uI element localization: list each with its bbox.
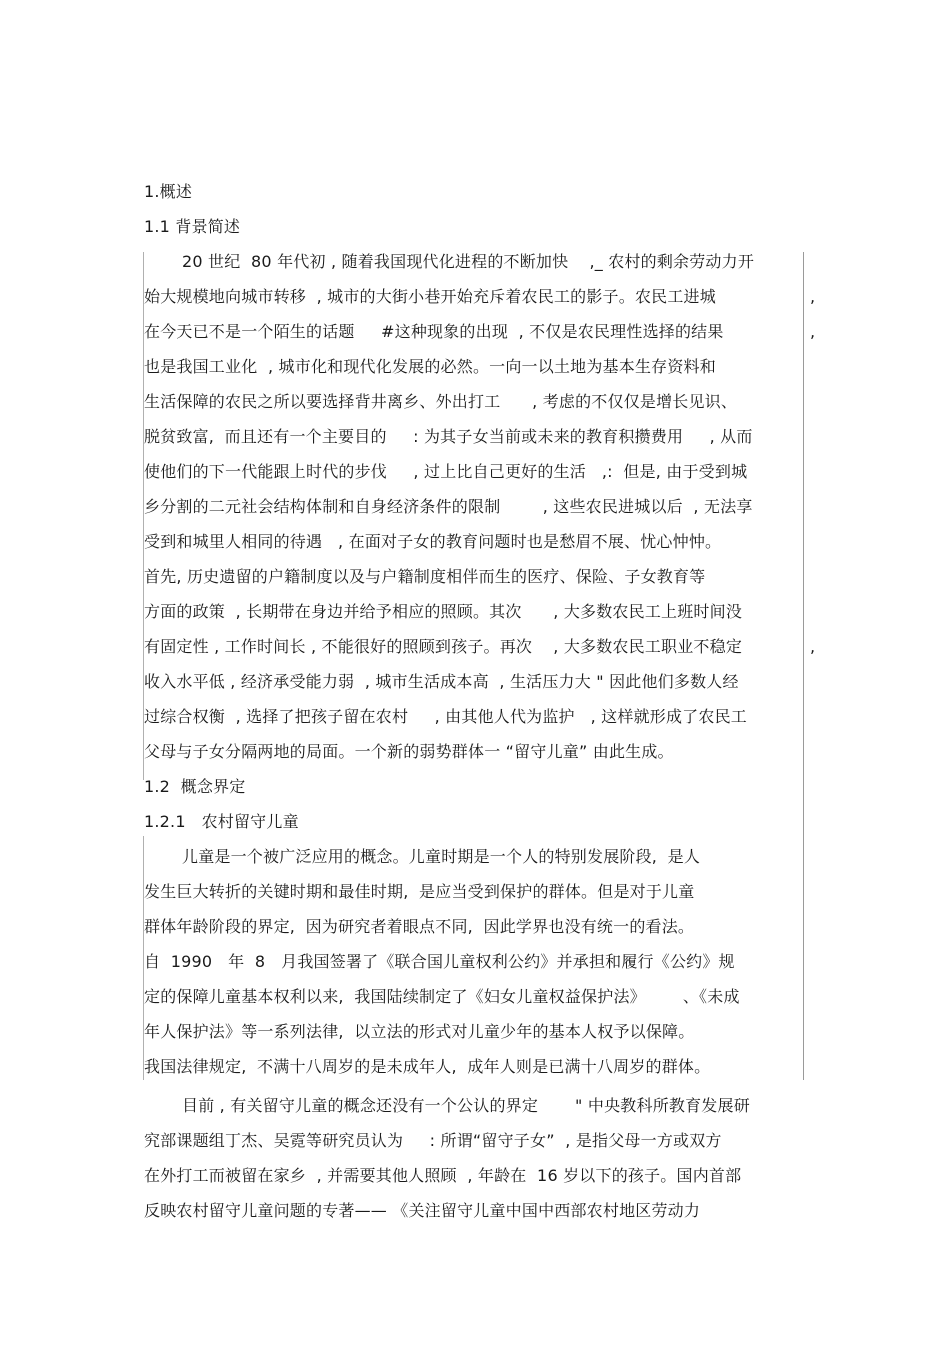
- section-heading-1: 1.概述: [144, 182, 193, 201]
- margin-comma: ,: [810, 637, 816, 656]
- text-line: 在今天已不是一个陌生的话题 #这种现象的出现 , 不仅是农民理性选择的结果: [144, 322, 724, 341]
- text-line: 究部课题组丁杰、吴霓等研究员认为 : 所谓“留守子女” , 是指父母一方或双方: [144, 1131, 722, 1150]
- section-heading-1-1: 1.1 背景简述: [144, 217, 241, 236]
- margin-comma: ,: [810, 322, 816, 341]
- text-line: 脱贫致富, 而且还有一个主要目的 : 为其子女当前或未来的教育积攒费用 , 从而: [144, 427, 753, 446]
- text-line: 始大规模地向城市转移 , 城市的大街小巷开始充斥着农民工的影子。农民工进城: [144, 287, 716, 306]
- text-line: 父母与子女分隔两地的局面。一个新的弱势群体一 “留守儿童” 由此生成。: [144, 742, 674, 761]
- text-line: 群体年龄阶段的界定, 因为研究者着眼点不同, 因此学界也没有统一的看法。: [144, 917, 695, 936]
- text-line: 定的保障儿童基本权利以来, 我国陆续制定了《妇女儿童权益保护法》 、《未成: [144, 987, 740, 1006]
- text-line: 首先, 历史遗留的户籍制度以及与户籍制度相伴而生的医疗、保险、子女教育等: [144, 567, 706, 586]
- text-line: 生活保障的农民之所以要选择背井离乡、外出打工 , 考虑的不仅仅是增长见识、: [144, 392, 738, 411]
- text-line: 发生巨大转折的关键时期和最佳时期, 是应当受到保护的群体。但是对于儿童: [144, 882, 695, 901]
- text-line: 也是我国工业化 , 城市化和现代化发展的必然。一向一以土地为基本生存资料和: [144, 357, 716, 376]
- text-line: 20 世纪 80 年代初 , 随着我国现代化进程的不断加快 ,_ 农村的剩余劳动力开: [182, 252, 755, 271]
- text-line: 儿童是一个被广泛应用的概念。儿童时期是一个人的特别发展阶段, 是人: [182, 847, 701, 866]
- text-line: 反映农村留守儿童问题的专著—— 《关注留守儿童中国中西部农村地区劳动力: [144, 1201, 701, 1220]
- section-heading-1-2: 1.2 概念界定: [144, 777, 246, 796]
- text-line: 在外打工而被留在家乡 , 并需要其他人照顾 , 年龄在 16 岁以下的孩子。国内首部: [144, 1166, 742, 1185]
- text-line: 目前 , 有关留守儿童的概念还没有一个公认的界定 " 中央教科所教育发展研: [182, 1096, 750, 1115]
- text-line: 使他们的下一代能跟上时代的步伐 , 过上比自己更好的生活 ,: 但是, 由于受到城: [144, 462, 748, 481]
- text-line: 受到和城里人相同的待遇 , 在面对子女的教育问题时也是愁眉不展、忧心忡忡。: [144, 532, 722, 551]
- section-heading-1-2-1: 1.2.1 农村留守儿童: [144, 812, 299, 831]
- text-line: 有固定性 , 工作时间长 , 不能很好的照顾到孩子。再次 , 大多数农民工职业不稳定: [144, 637, 743, 656]
- text-line: 自 1990 年 8 月我国签署了《联合国儿童权利公约》并承担和履行《公约》规: [144, 952, 735, 971]
- text-line: 方面的政策 , 长期带在身边并给予相应的照顾。其次 , 大多数农民工上班时间没: [144, 602, 743, 621]
- text-line: 我国法律规定, 不满十八周岁的是未成年人, 成年人则是已满十八周岁的群体。: [144, 1057, 711, 1076]
- margin-comma: ,: [810, 287, 816, 306]
- text-line: 过综合权衡 , 选择了把孩子留在农村 , 由其他人代为监护 , 这样就形成了农民工: [144, 707, 747, 726]
- text-line: 年人保护法》等一系列法律, 以立法的形式对儿童少年的基本人权予以保障。: [144, 1022, 695, 1041]
- text-line: 乡分割的二元社会结构体制和自身经济条件的限制 , 这些农民进城以后 , 无法享: [144, 497, 753, 516]
- text-line: 收入水平低 , 经济承受能力弱 , 城市生活成本高 , 生活压力大 " 因此他们多数人经: [144, 672, 739, 691]
